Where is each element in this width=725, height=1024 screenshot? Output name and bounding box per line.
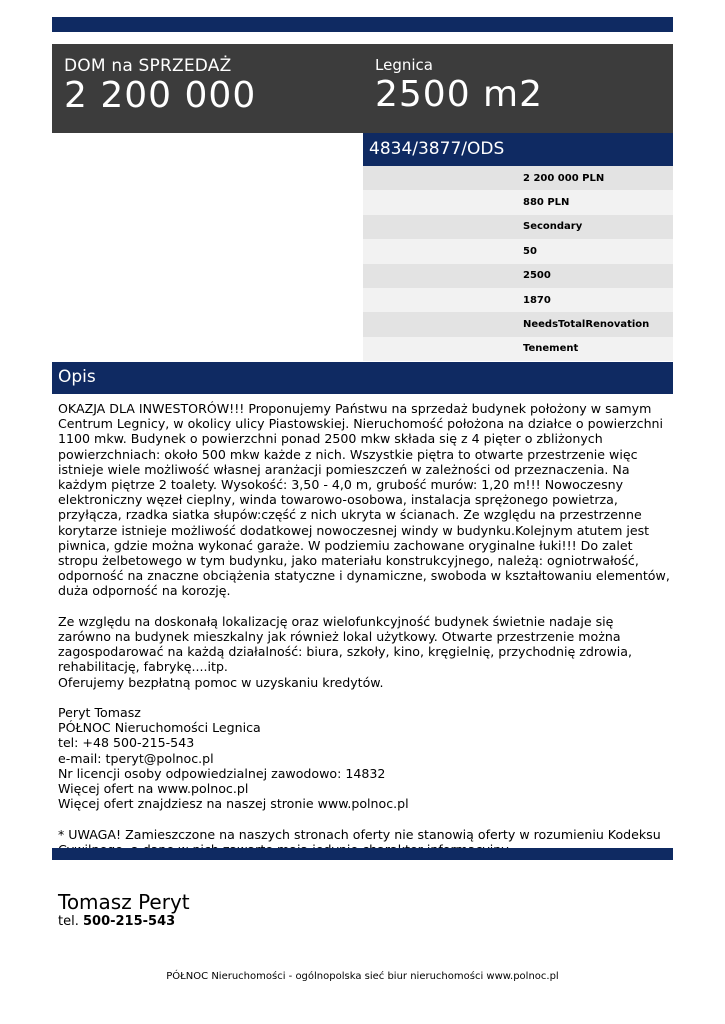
param-row: 2500	[363, 264, 673, 288]
agent-phone-line	[58, 914, 190, 929]
param-row: Tenement	[363, 337, 673, 361]
bottom-accent-bar	[52, 848, 673, 860]
top-accent-bar	[52, 17, 673, 32]
description-heading: Opis	[52, 362, 673, 394]
param-row: Secondary	[363, 215, 673, 239]
param-row: NeedsTotalRenovation	[363, 312, 673, 336]
param-row: 50	[363, 239, 673, 263]
agent-phone-number[interactable]: 500-215-543	[82, 914, 176, 929]
listing-header-left	[64, 56, 256, 116]
page-footer: PÓŁNOC Nieruchomości - ogólnopolska sieć biur nieruchomości www.polnoc.pl	[166, 971, 559, 982]
agent-name: Tomasz Peryt	[58, 890, 190, 914]
param-row: 880 PLN	[363, 190, 673, 214]
listing-header	[52, 44, 673, 133]
listing-price: 2 200 000	[64, 75, 257, 116]
description-text: OKAZJA DLA INWESTORÓW!!! Proponujemy Państwu na sprzedaż budynek położony w samym Centrum Legnicy, w okolicy ulicy Piastowskiej. Nieruchomość położona na działce o powierzchni 1100 mkw. Budynek o powierzchni ponad 2500 mkw składa się z 4 pięter o zbliżonych powierzchniach: około 500 mkw każde z nich. Wszystkie piętra to otwarte przestrzenie więc istnieje wiele możliwość własnej aranżacji pomieszczeń w zależności od przeznaczenia. Na każdym piętrze 2 toalety. Wysokość: 3,50 - 4,0 m, grubość murów: 1,20 m!!! Nowoczesny elektroniczny węzeł cieplny, winda towarowo-osobowa, instalacja sprężonego powietrza, przyłącza, rzadka siatka słupów:część z nich ukryta w ścianach. Ze względu na przestrzenne korytarze istnieje możliwość dodatkowej nowoczesnej windy w budynku.Kolejnym atutem jest piwnica, gdzie można wykonać garaże. W podziemiu zachowane oryginalne łuki!!! Do zalet stropu żelbetowego w tym budynku, jako materiału konstrukcyjnego, należą: ogniotrwałość, odporność na znaczne obciążenia statyczne i dynamiczne, swoboda w kształtowaniu elementów, duża odporność na korozję. Ze względu na doskonałą lokalizację oraz wielofunkcyjność budynek świetnie nadaje się zarówno na budynek mieszkalny jak również lokal użytkowy. Otwarte przestrzenie można zagospodarować na każdą działalność: biura, szkoły, kino, kręgielnię, przychodnię zdrowia, rehabilitację, fabrykę....itp. Oferujemy bezpłatną pomoc w uzyskaniu kredytów. Peryt Tomasz PÓŁNOC Nieruchomości Legnica tel: +48 500-215-543 e-mail: tperyt@polnoc.pl Nr licencji osoby odpowiedzialnej zawodowo: 14832 Więcej ofert na www.polnoc.pl Więcej ofert znajdziesz na naszej stronie www.polnoc.pl * UWAGA! Zamieszczone na naszych stronach oferty nie stanowią oferty w rozumieniu Kodeksu	[58, 401, 670, 842]
agent-phone-label: tel.	[58, 914, 79, 929]
param-row: 1870	[363, 288, 673, 312]
params-table	[363, 166, 673, 361]
listing-header-right	[375, 56, 543, 115]
param-row: 2 200 000 PLN	[363, 166, 673, 190]
listing-reference: 4834/3877/ODS	[363, 133, 673, 166]
listing-area: 2500 m2	[375, 74, 544, 115]
listing-type: DOM na SPRZEDAŻ	[64, 56, 232, 76]
agent-contact	[58, 890, 190, 929]
listing-city: Legnica	[375, 56, 433, 74]
